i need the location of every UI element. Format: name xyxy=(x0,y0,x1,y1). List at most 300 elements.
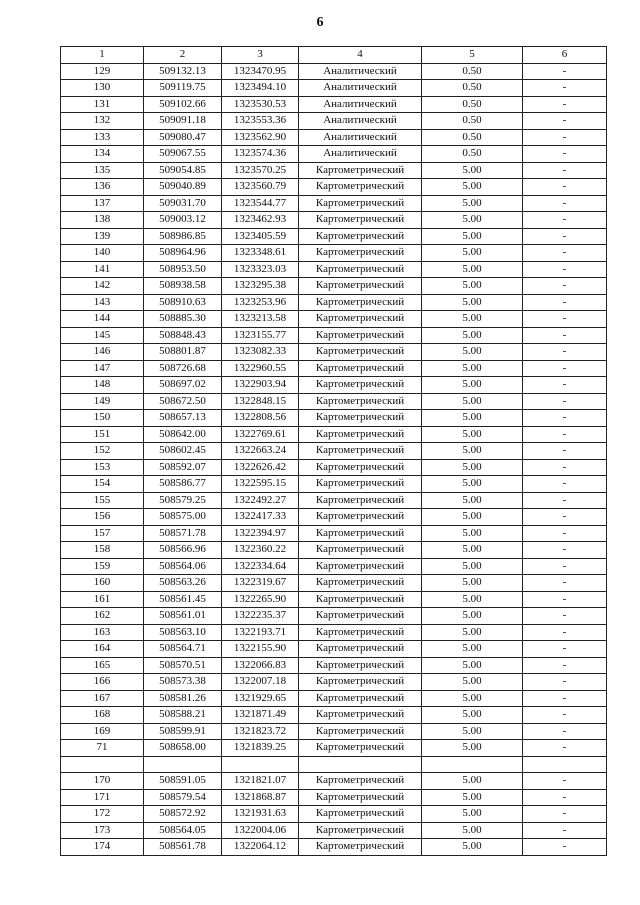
table-cell: 0.50 xyxy=(422,80,523,97)
table-cell: 166 xyxy=(61,674,144,691)
table-cell: 1323562.90 xyxy=(222,129,299,146)
table-cell: 5.00 xyxy=(422,575,523,592)
table-cell: 508561.78 xyxy=(144,839,222,856)
table-cell: 508563.26 xyxy=(144,575,222,592)
table-row xyxy=(61,773,607,790)
table-cell: - xyxy=(523,228,607,245)
table-row xyxy=(61,195,607,212)
table-cell: - xyxy=(523,674,607,691)
table-cell: 5.00 xyxy=(422,509,523,526)
table-cell: 5.00 xyxy=(422,789,523,806)
table-cell: 5.00 xyxy=(422,740,523,757)
table-cell: 71 xyxy=(61,740,144,757)
table-cell: 508566.96 xyxy=(144,542,222,559)
table-cell: 5.00 xyxy=(422,608,523,625)
table-cell: 5.00 xyxy=(422,195,523,212)
table-cell: 174 xyxy=(61,839,144,856)
table-cell: 5.00 xyxy=(422,360,523,377)
table-cell: 508571.78 xyxy=(144,525,222,542)
table-row xyxy=(61,344,607,361)
table-cell: 1321871.49 xyxy=(222,707,299,724)
table-cell: 1322394.97 xyxy=(222,525,299,542)
table-cell: - xyxy=(523,492,607,509)
table-cell: 5.00 xyxy=(422,377,523,394)
table-cell: 142 xyxy=(61,278,144,295)
table-cell: 508579.25 xyxy=(144,492,222,509)
table-cell: 1323348.61 xyxy=(222,245,299,262)
table-cell: 5.00 xyxy=(422,459,523,476)
table-row xyxy=(61,443,607,460)
table-cell: 508573.38 xyxy=(144,674,222,691)
table-cell: 508986.85 xyxy=(144,228,222,245)
table-cell: Картометрический xyxy=(299,509,422,526)
table-cell: Картометрический xyxy=(299,690,422,707)
table-cell: 167 xyxy=(61,690,144,707)
table-cell: 158 xyxy=(61,542,144,559)
table-cell: 1322007.18 xyxy=(222,674,299,691)
table-cell: 1321839.25 xyxy=(222,740,299,757)
table-cell: 160 xyxy=(61,575,144,592)
table-cell: 1321823.72 xyxy=(222,723,299,740)
table-cell: Картометрический xyxy=(299,311,422,328)
table-cell: - xyxy=(523,245,607,262)
table-cell: Аналитический xyxy=(299,80,422,97)
table-cell: 143 xyxy=(61,294,144,311)
table-cell: 1322004.06 xyxy=(222,822,299,839)
table-cell: 5.00 xyxy=(422,261,523,278)
table-cell: - xyxy=(523,360,607,377)
table-cell: - xyxy=(523,723,607,740)
table-cell: 170 xyxy=(61,773,144,790)
table-cell: - xyxy=(523,575,607,592)
table-cell: - xyxy=(523,294,607,311)
table-cell: 5.00 xyxy=(422,393,523,410)
table-cell: 5.00 xyxy=(422,245,523,262)
table-cell: Картометрический xyxy=(299,294,422,311)
table-cell: Картометрический xyxy=(299,360,422,377)
table-row xyxy=(61,311,607,328)
table-cell: 169 xyxy=(61,723,144,740)
table-row xyxy=(61,179,607,196)
table-cell: Картометрический xyxy=(299,179,422,196)
table-cell xyxy=(222,756,299,773)
table-cell: Картометрический xyxy=(299,212,422,229)
table-cell: 161 xyxy=(61,591,144,608)
table-cell: 1322155.90 xyxy=(222,641,299,658)
table-cell: Картометрический xyxy=(299,839,422,856)
table-cell: 1323462.93 xyxy=(222,212,299,229)
table-cell: 5.00 xyxy=(422,311,523,328)
table-cell: 1323253.96 xyxy=(222,294,299,311)
column-header: 5 xyxy=(422,47,523,64)
table-row xyxy=(61,789,607,806)
table-cell: 508726.68 xyxy=(144,360,222,377)
table-row xyxy=(61,756,607,773)
table-cell: 157 xyxy=(61,525,144,542)
table-cell: 508575.00 xyxy=(144,509,222,526)
table-row xyxy=(61,591,607,608)
column-header: 6 xyxy=(523,47,607,64)
table-cell: - xyxy=(523,707,607,724)
table-row xyxy=(61,459,607,476)
table-row xyxy=(61,261,607,278)
table-cell: - xyxy=(523,80,607,97)
table-cell: 509003.12 xyxy=(144,212,222,229)
table-cell: - xyxy=(523,278,607,295)
table-cell: 0.50 xyxy=(422,129,523,146)
table-cell: 5.00 xyxy=(422,525,523,542)
table-row xyxy=(61,674,607,691)
table-row xyxy=(61,327,607,344)
table-cell: - xyxy=(523,839,607,856)
table-cell: 5.00 xyxy=(422,228,523,245)
table-cell: 5.00 xyxy=(422,492,523,509)
table-cell: 5.00 xyxy=(422,591,523,608)
table-cell: 1322360.22 xyxy=(222,542,299,559)
table-cell: 5.00 xyxy=(422,674,523,691)
table-cell: Картометрический xyxy=(299,278,422,295)
table-cell: 1323544.77 xyxy=(222,195,299,212)
table-cell: 1321929.65 xyxy=(222,690,299,707)
table-row xyxy=(61,806,607,823)
table-row xyxy=(61,839,607,856)
table-cell: 1322066.83 xyxy=(222,657,299,674)
table-cell: 131 xyxy=(61,96,144,113)
table-row xyxy=(61,410,607,427)
table-cell: Аналитический xyxy=(299,129,422,146)
table-row xyxy=(61,245,607,262)
table-cell: Картометрический xyxy=(299,443,422,460)
table-cell: Картометрический xyxy=(299,195,422,212)
table-row xyxy=(61,63,607,80)
table-cell: 1323494.10 xyxy=(222,80,299,97)
table-cell: 137 xyxy=(61,195,144,212)
table-cell: Картометрический xyxy=(299,228,422,245)
table-cell: Картометрический xyxy=(299,822,422,839)
table-cell: 1321868.87 xyxy=(222,789,299,806)
table-cell: 509054.85 xyxy=(144,162,222,179)
table-cell: - xyxy=(523,162,607,179)
table-cell: 5.00 xyxy=(422,542,523,559)
table-cell: 153 xyxy=(61,459,144,476)
table-cell: 1322808.56 xyxy=(222,410,299,427)
table-cell: Аналитический xyxy=(299,96,422,113)
table-cell: 1321821.07 xyxy=(222,773,299,790)
table-row xyxy=(61,575,607,592)
coordinates-table xyxy=(60,46,607,856)
table-cell: 5.00 xyxy=(422,162,523,179)
table-row xyxy=(61,476,607,493)
table-cell: 5.00 xyxy=(422,690,523,707)
table-cell: - xyxy=(523,542,607,559)
table-cell: - xyxy=(523,806,607,823)
table-row xyxy=(61,624,607,641)
table-cell: 508563.10 xyxy=(144,624,222,641)
table-cell: 1321931.63 xyxy=(222,806,299,823)
table-cell: Аналитический xyxy=(299,63,422,80)
table-cell: 1323470.95 xyxy=(222,63,299,80)
table-cell: 508910.63 xyxy=(144,294,222,311)
table-cell: 1322960.55 xyxy=(222,360,299,377)
table-cell: Картометрический xyxy=(299,591,422,608)
table-cell: Картометрический xyxy=(299,558,422,575)
table-cell: 139 xyxy=(61,228,144,245)
table-row xyxy=(61,822,607,839)
table-cell: 1322769.61 xyxy=(222,426,299,443)
table-cell: 508657.13 xyxy=(144,410,222,427)
table-cell: - xyxy=(523,113,607,130)
table-cell: 5.00 xyxy=(422,212,523,229)
table-cell: 1322492.27 xyxy=(222,492,299,509)
table-cell: - xyxy=(523,96,607,113)
table-cell: 1323155.77 xyxy=(222,327,299,344)
table-cell: Картометрический xyxy=(299,492,422,509)
table-cell: - xyxy=(523,344,607,361)
table-cell: - xyxy=(523,476,607,493)
table-cell: - xyxy=(523,773,607,790)
table-cell: 1323570.25 xyxy=(222,162,299,179)
table-cell: 508591.05 xyxy=(144,773,222,790)
table-cell: 156 xyxy=(61,509,144,526)
table-cell: Картометрический xyxy=(299,377,422,394)
table-cell: 5.00 xyxy=(422,806,523,823)
table-cell xyxy=(523,756,607,773)
table-cell: 508564.06 xyxy=(144,558,222,575)
table-cell: 5.00 xyxy=(422,822,523,839)
table-cell: 152 xyxy=(61,443,144,460)
table-cell: 0.50 xyxy=(422,63,523,80)
table-cell: 0.50 xyxy=(422,113,523,130)
table-row xyxy=(61,525,607,542)
table-cell: Картометрический xyxy=(299,641,422,658)
table-cell: 509067.55 xyxy=(144,146,222,163)
table-cell: 508564.71 xyxy=(144,641,222,658)
table-cell: 508592.07 xyxy=(144,459,222,476)
table-cell: 1323295.38 xyxy=(222,278,299,295)
table-cell: Картометрический xyxy=(299,426,422,443)
table-cell: 1322334.64 xyxy=(222,558,299,575)
table-cell: - xyxy=(523,63,607,80)
table-cell: 134 xyxy=(61,146,144,163)
table-cell: - xyxy=(523,410,607,427)
table-cell: 1322417.33 xyxy=(222,509,299,526)
table-cell: 133 xyxy=(61,129,144,146)
table-cell: 145 xyxy=(61,327,144,344)
table-cell: 168 xyxy=(61,707,144,724)
table-row xyxy=(61,707,607,724)
table-row xyxy=(61,740,607,757)
table-cell: 1323082.33 xyxy=(222,344,299,361)
table-row xyxy=(61,509,607,526)
table-cell: 5.00 xyxy=(422,707,523,724)
table-cell: 508561.01 xyxy=(144,608,222,625)
table-cell: Картометрический xyxy=(299,789,422,806)
page-number: 6 xyxy=(316,15,324,30)
table-cell: 1323560.79 xyxy=(222,179,299,196)
table-cell: 1322626.42 xyxy=(222,459,299,476)
table-cell: - xyxy=(523,591,607,608)
table-cell: Картометрический xyxy=(299,327,422,344)
table-cell: 509031.70 xyxy=(144,195,222,212)
table-cell: 1322064.12 xyxy=(222,839,299,856)
table-cell: - xyxy=(523,525,607,542)
table-cell: 1322265.90 xyxy=(222,591,299,608)
table-cell: - xyxy=(523,443,607,460)
table-cell: 508599.91 xyxy=(144,723,222,740)
table-cell: 508964.96 xyxy=(144,245,222,262)
table-cell: 508572.92 xyxy=(144,806,222,823)
table-cell: 508938.58 xyxy=(144,278,222,295)
table-cell: 509080.47 xyxy=(144,129,222,146)
table-row xyxy=(61,146,607,163)
table-row xyxy=(61,558,607,575)
table-cell: Аналитический xyxy=(299,146,422,163)
table-cell: 1323323.03 xyxy=(222,261,299,278)
table-cell: Картометрический xyxy=(299,674,422,691)
table-cell: 165 xyxy=(61,657,144,674)
table-cell: 5.00 xyxy=(422,657,523,674)
table-cell: Картометрический xyxy=(299,162,422,179)
table-cell: Картометрический xyxy=(299,773,422,790)
table-cell xyxy=(61,756,144,773)
table-header-row xyxy=(61,47,607,64)
table-cell: Картометрический xyxy=(299,707,422,724)
table-cell: 5.00 xyxy=(422,426,523,443)
table-cell: 5.00 xyxy=(422,558,523,575)
table-cell: 1323574.36 xyxy=(222,146,299,163)
table-cell: 1323405.59 xyxy=(222,228,299,245)
table-cell: 173 xyxy=(61,822,144,839)
table-cell: 1323213.58 xyxy=(222,311,299,328)
table-cell: - xyxy=(523,789,607,806)
table-cell: - xyxy=(523,641,607,658)
table-cell: 5.00 xyxy=(422,410,523,427)
table-cell: 1322235.37 xyxy=(222,608,299,625)
table-cell: - xyxy=(523,195,607,212)
table-cell: - xyxy=(523,822,607,839)
table-cell: 509119.75 xyxy=(144,80,222,97)
table-cell: 0.50 xyxy=(422,96,523,113)
table-cell: 5.00 xyxy=(422,443,523,460)
table-row xyxy=(61,278,607,295)
table-cell: 159 xyxy=(61,558,144,575)
table-row xyxy=(61,129,607,146)
column-header: 3 xyxy=(222,47,299,64)
table-cell: Картометрический xyxy=(299,344,422,361)
table-row xyxy=(61,492,607,509)
table-cell: 508658.00 xyxy=(144,740,222,757)
table-cell: 5.00 xyxy=(422,839,523,856)
table-cell: - xyxy=(523,393,607,410)
table-cell: 171 xyxy=(61,789,144,806)
table-row xyxy=(61,690,607,707)
table-cell: Картометрический xyxy=(299,245,422,262)
table-row xyxy=(61,212,607,229)
table-cell: 149 xyxy=(61,393,144,410)
table-cell: 162 xyxy=(61,608,144,625)
table-row xyxy=(61,426,607,443)
table-cell: - xyxy=(523,459,607,476)
table-cell: Картометрический xyxy=(299,624,422,641)
table-row xyxy=(61,657,607,674)
table-row xyxy=(61,608,607,625)
table-cell: 508570.51 xyxy=(144,657,222,674)
table-cell: - xyxy=(523,690,607,707)
table-cell: - xyxy=(523,558,607,575)
table-cell: 129 xyxy=(61,63,144,80)
table-cell: - xyxy=(523,657,607,674)
table-cell: Картометрический xyxy=(299,261,422,278)
table-cell: 163 xyxy=(61,624,144,641)
table-cell: Картометрический xyxy=(299,525,422,542)
table-cell: 1322595.15 xyxy=(222,476,299,493)
table-cell: 135 xyxy=(61,162,144,179)
table-cell: 155 xyxy=(61,492,144,509)
table-cell: 1322903.94 xyxy=(222,377,299,394)
table-cell: 172 xyxy=(61,806,144,823)
table-cell xyxy=(422,756,523,773)
table-row xyxy=(61,393,607,410)
table-cell: 154 xyxy=(61,476,144,493)
column-header: 2 xyxy=(144,47,222,64)
table-row xyxy=(61,723,607,740)
table-cell: Картометрический xyxy=(299,657,422,674)
table-cell: - xyxy=(523,129,607,146)
table-cell: Картометрический xyxy=(299,542,422,559)
table-cell: 1322663.24 xyxy=(222,443,299,460)
table-cell: 1322848.15 xyxy=(222,393,299,410)
table-cell: 508697.02 xyxy=(144,377,222,394)
table-cell: 508564.05 xyxy=(144,822,222,839)
table-cell: 147 xyxy=(61,360,144,377)
table-cell: 5.00 xyxy=(422,773,523,790)
table-cell: 130 xyxy=(61,80,144,97)
table-cell: 508586.77 xyxy=(144,476,222,493)
table-cell: 509132.13 xyxy=(144,63,222,80)
table-cell: - xyxy=(523,311,607,328)
table-cell: 1322319.67 xyxy=(222,575,299,592)
table-cell: 5.00 xyxy=(422,344,523,361)
table-cell: 1322193.71 xyxy=(222,624,299,641)
table-cell: 508588.21 xyxy=(144,707,222,724)
table-cell: 164 xyxy=(61,641,144,658)
table-cell: Картометрический xyxy=(299,393,422,410)
table-cell: - xyxy=(523,509,607,526)
table-cell: 138 xyxy=(61,212,144,229)
table-cell: Картометрический xyxy=(299,723,422,740)
table-cell: - xyxy=(523,608,607,625)
table-cell: 508642.00 xyxy=(144,426,222,443)
table-cell: 508801.87 xyxy=(144,344,222,361)
table-cell: 5.00 xyxy=(422,179,523,196)
table-row xyxy=(61,360,607,377)
table-cell: 132 xyxy=(61,113,144,130)
table-row xyxy=(61,80,607,97)
table-cell: - xyxy=(523,740,607,757)
table-row xyxy=(61,294,607,311)
table-cell: 144 xyxy=(61,311,144,328)
table-cell: Аналитический xyxy=(299,113,422,130)
table-row xyxy=(61,113,607,130)
table-cell: Картометрический xyxy=(299,575,422,592)
table-cell: 5.00 xyxy=(422,641,523,658)
table-row xyxy=(61,162,607,179)
table-cell: 509091.18 xyxy=(144,113,222,130)
table-cell: 0.50 xyxy=(422,146,523,163)
table-cell: 5.00 xyxy=(422,476,523,493)
table-row xyxy=(61,542,607,559)
table-cell: - xyxy=(523,377,607,394)
